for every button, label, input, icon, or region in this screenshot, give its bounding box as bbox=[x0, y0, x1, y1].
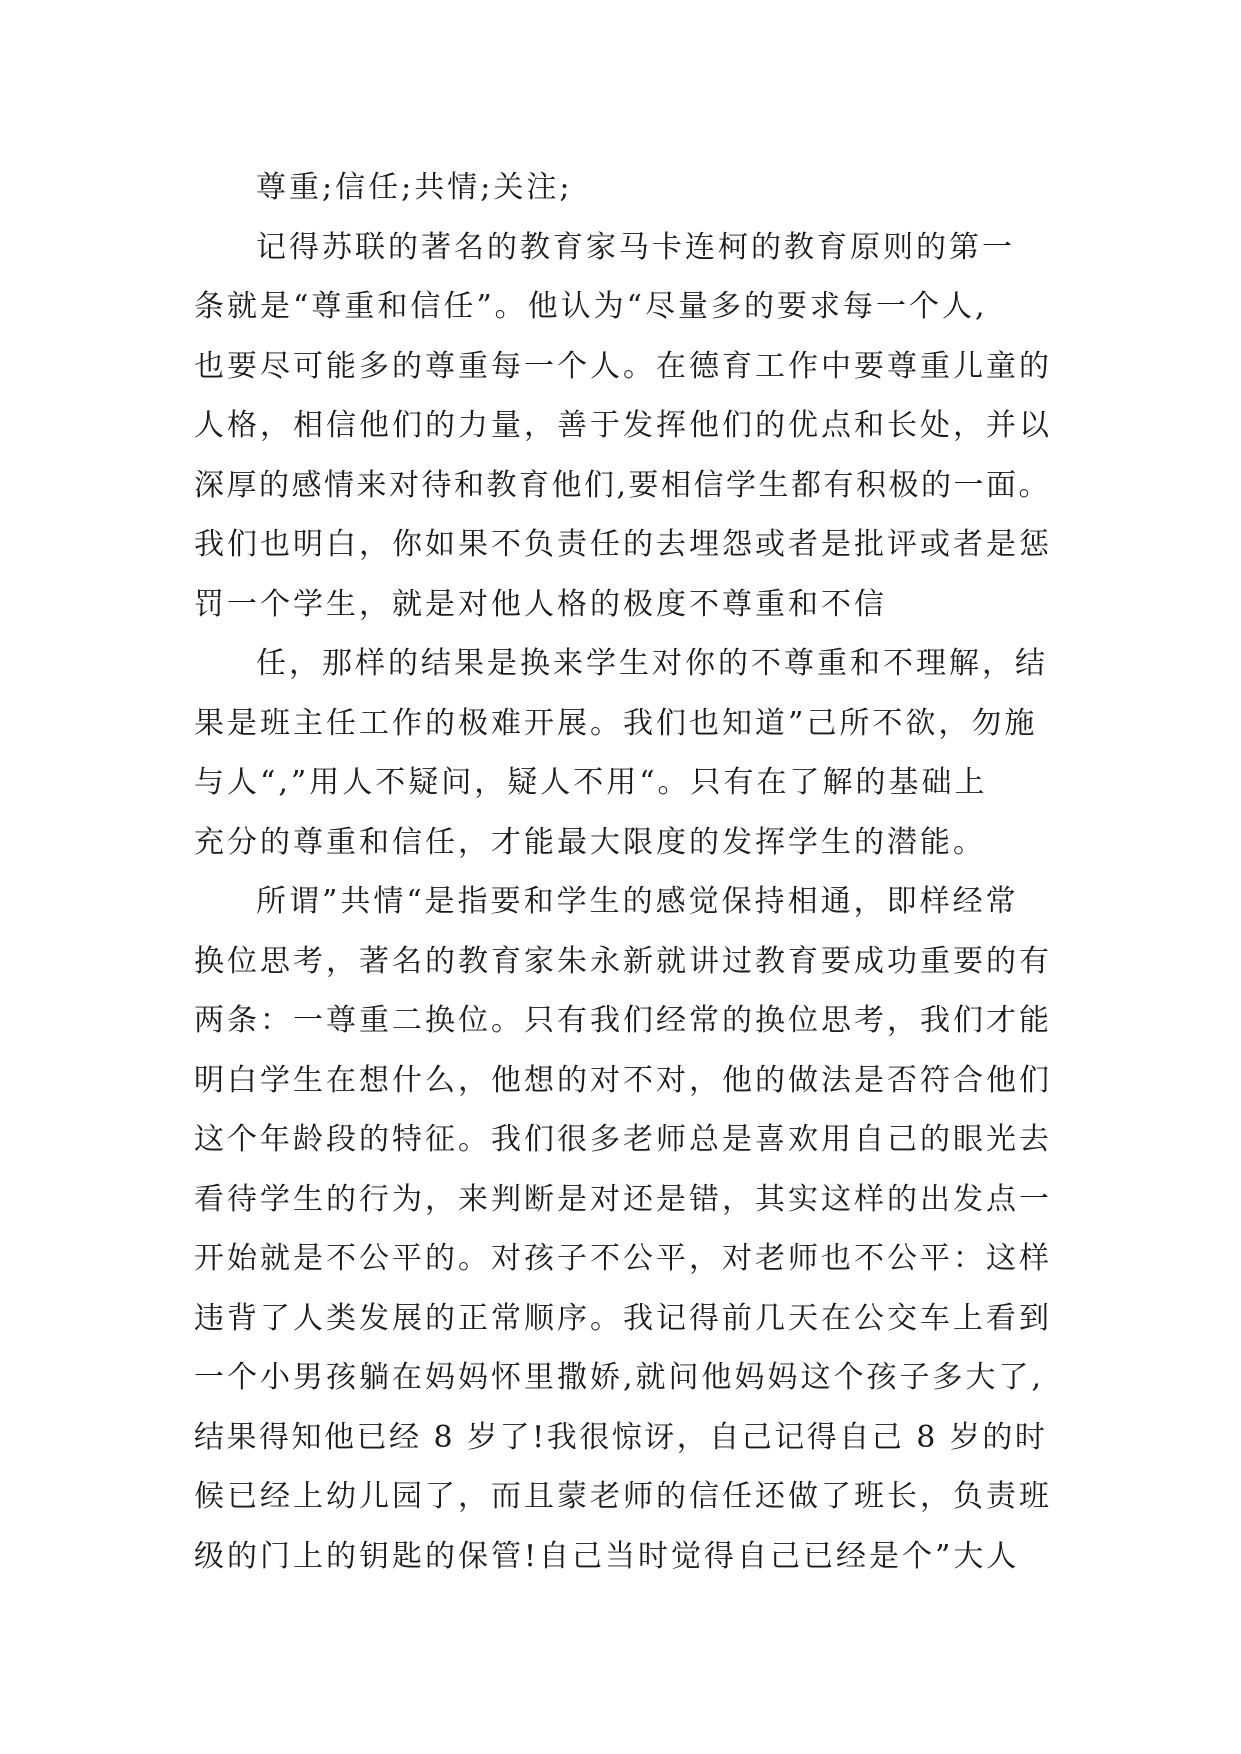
text-line: 两条：一尊重二换位。只有我们经常的换位思考，我们才能 bbox=[194, 1003, 1052, 1038]
document-body bbox=[194, 158, 1054, 1586]
text-line: 深厚的感情来对待和教育他们,要相信学生都有积极的一面。 bbox=[194, 467, 1052, 503]
text-line: 一个小男孩躺在妈妈怀里撒娇,就问他妈妈这个孩子多大了, bbox=[194, 1360, 1045, 1395]
text-line: 记得苏联的著名的教育家马卡连柯的教育原则的第一 bbox=[256, 229, 1015, 265]
text-line: 候已经上幼儿园了，而且蒙老师的信任还做了班长，负责班 bbox=[194, 1479, 1052, 1514]
text-line: 人格，相信他们的力量，善于发挥他们的优点和长处，并以 bbox=[194, 408, 1052, 443]
text-line: 罚一个学生，就是对他人格的极度不尊重和不信 bbox=[194, 586, 887, 622]
text-line: 也要尽可能多的尊重每一个人。在德育工作中要尊重儿童的 bbox=[194, 348, 1052, 384]
text-line: 我们也明白，你如果不负责任的去埋怨或者是批评或者是惩 bbox=[194, 527, 1052, 562]
text-line: 充分的尊重和信任，才能最大限度的发挥学生的潜能。 bbox=[194, 824, 986, 860]
text-line: 任，那样的结果是换来学生对你的不尊重和不理解，结 bbox=[256, 646, 1048, 681]
text-line: 明白学生在想什么，他想的对不对，他的做法是否符合他们 bbox=[194, 1062, 1052, 1098]
text-line: 换位思考，著名的教育家朱永新就讲过教育要成功重要的有 bbox=[194, 943, 1052, 979]
text-line: 违背了人类发展的正常顺序。我记得前几天在公交车上看到 bbox=[194, 1300, 1052, 1336]
text-line: 结果得知他已经 8 岁了!我很惊讶，自己记得自己 8 岁的时 bbox=[194, 1419, 1048, 1455]
text-line: 果是班主任工作的极难开展。我们也知道”己所不欲，勿施 bbox=[194, 705, 1038, 741]
text-line: 所谓”共情“是指要和学生的感觉保持相通，即样经常 bbox=[256, 884, 1019, 919]
text-line: 开始就是不公平的。对孩子不公平，对老师也不公平：这样 bbox=[194, 1241, 1052, 1276]
text-line: 级的门上的钥匙的保管!自己当时觉得自己已经是个”大人 bbox=[194, 1538, 1020, 1574]
text-line: 与人“,”用人不疑问，疑人不用“。只有在了解的基础上 bbox=[194, 765, 988, 800]
text-line: 条就是“尊重和信任”。他认为“尽量多的要求每一个人, bbox=[194, 289, 988, 324]
text-line: 这个年龄段的特征。我们很多老师总是喜欢用自己的眼光去 bbox=[194, 1122, 1052, 1157]
text-line: 尊重;信任;共情;关注; bbox=[256, 170, 573, 205]
text-line: 看待学生的行为，来判断是对还是错，其实这样的出发点一 bbox=[194, 1181, 1052, 1217]
